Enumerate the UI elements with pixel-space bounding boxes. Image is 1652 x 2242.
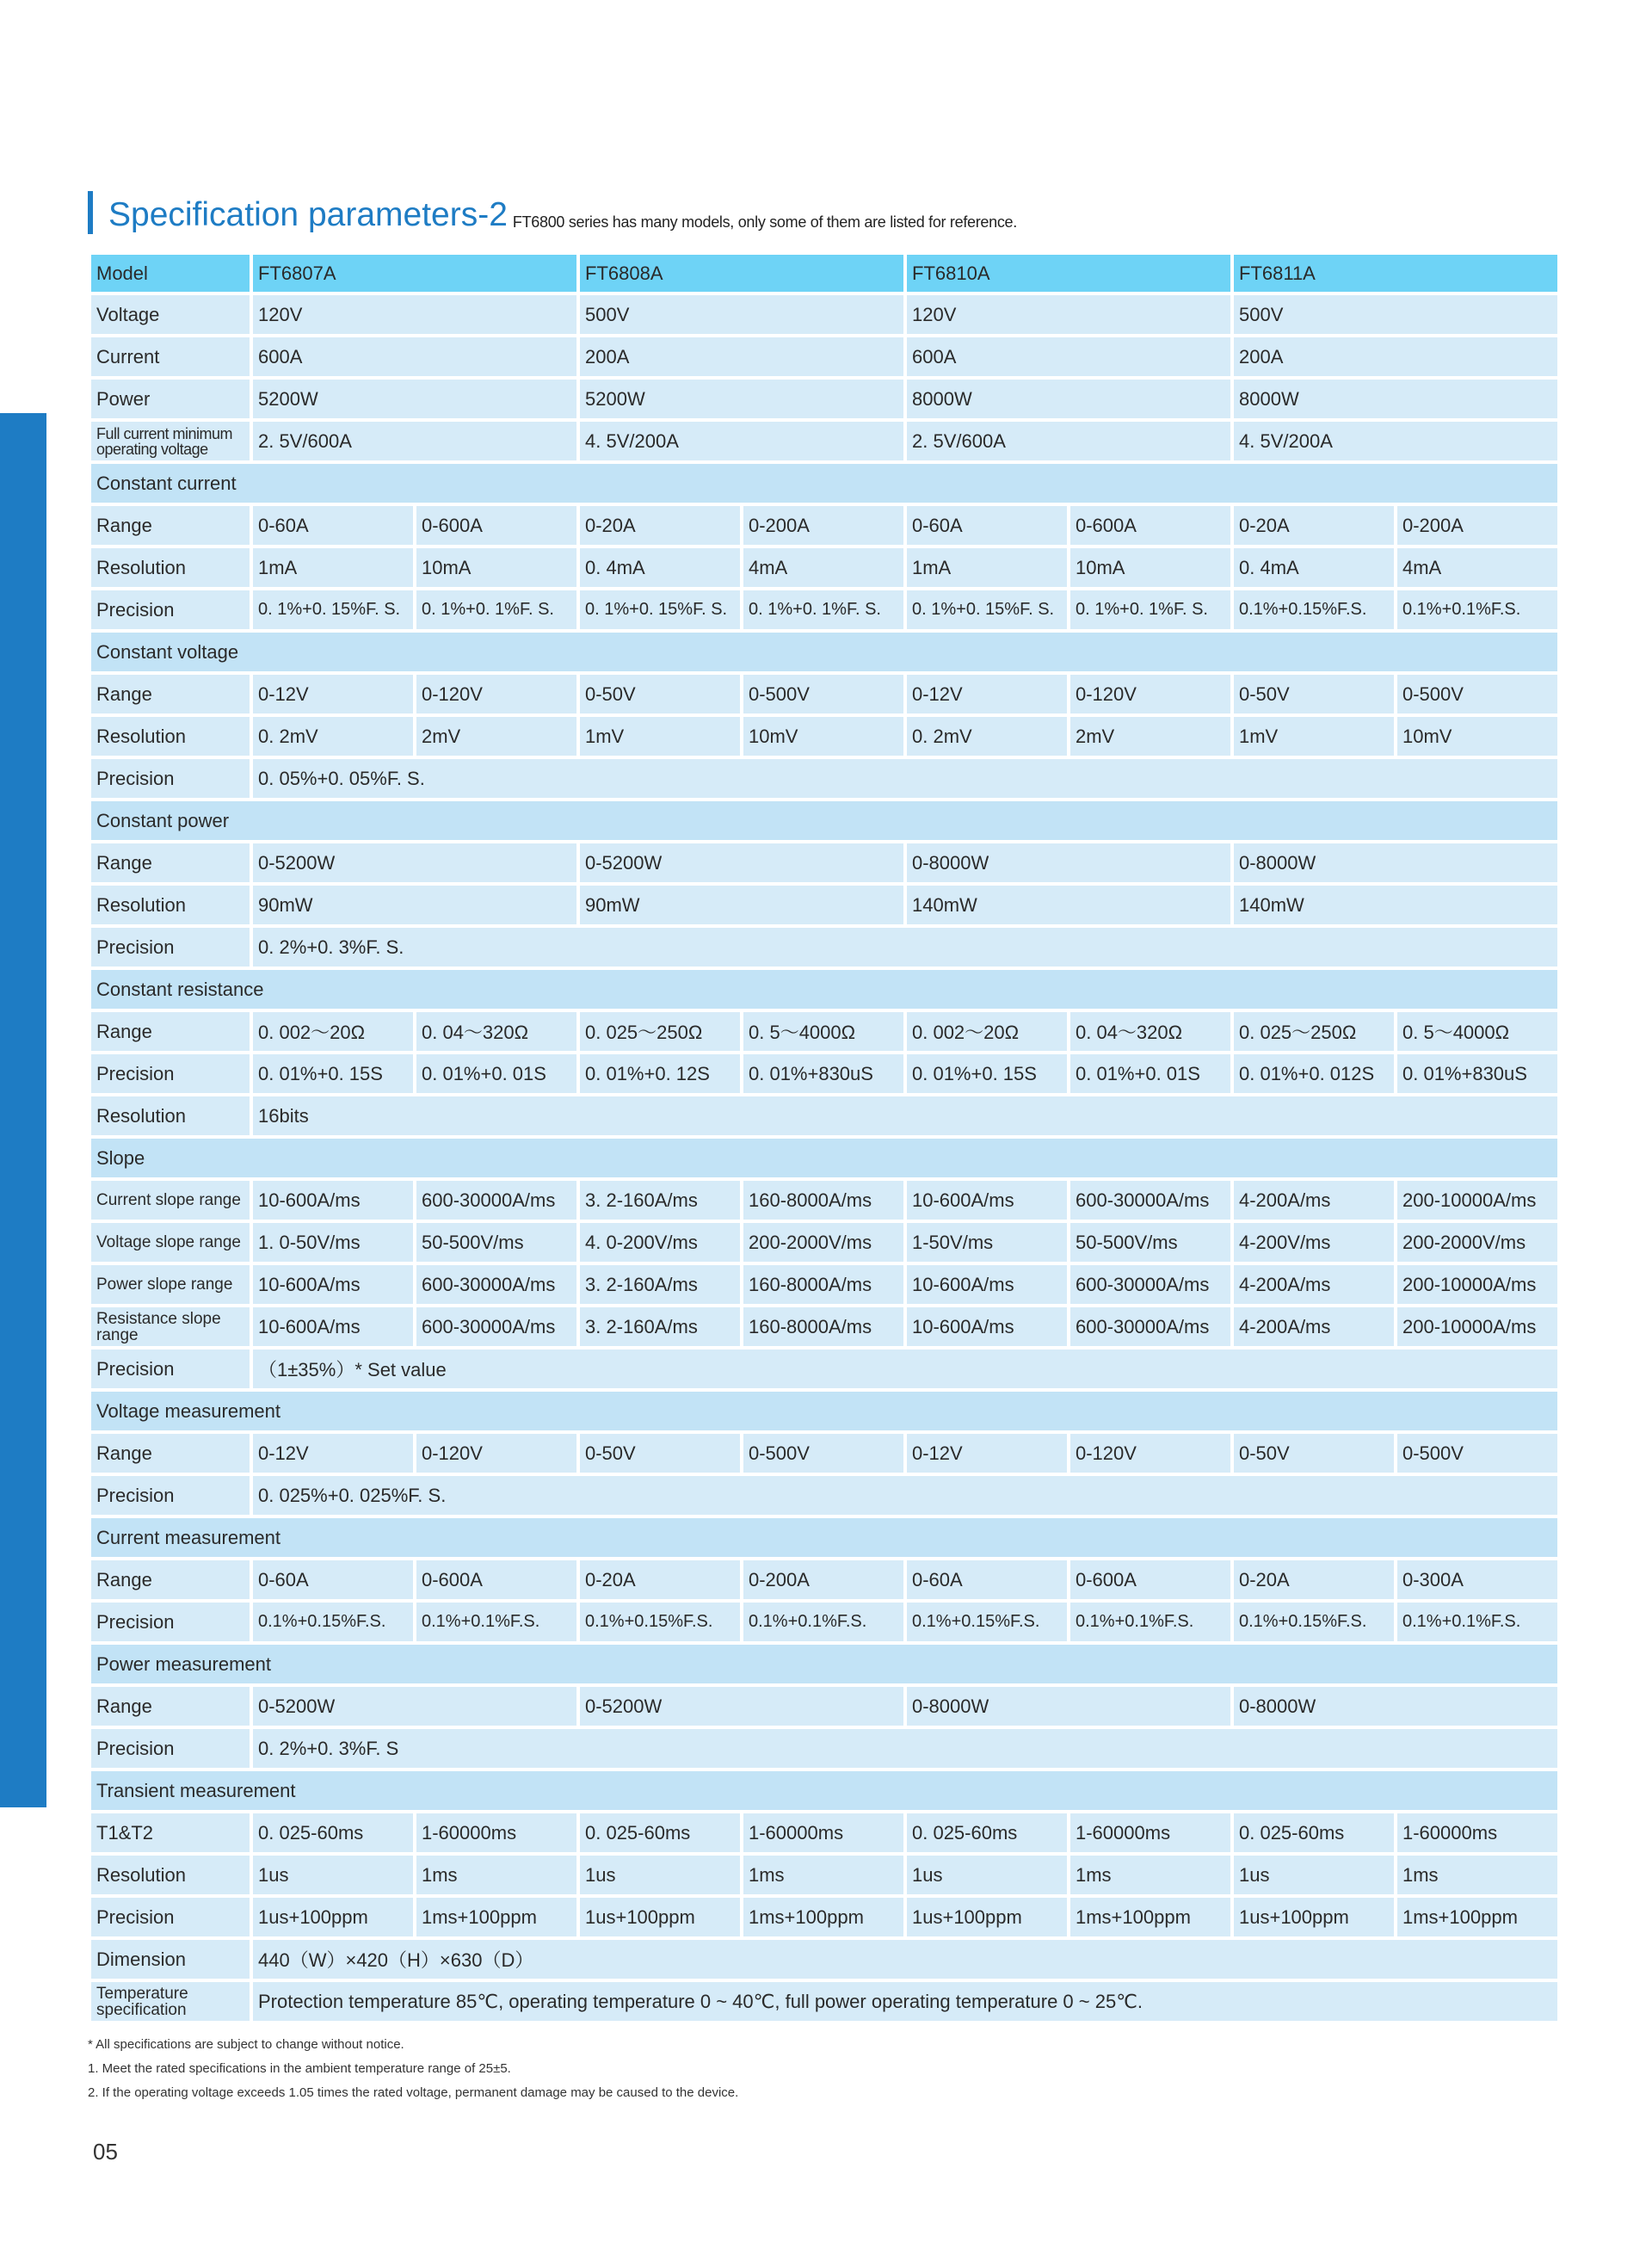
cell: 600A	[251, 336, 578, 378]
row-label: Range	[89, 1010, 251, 1053]
row-label: Resistance slope range	[89, 1306, 251, 1348]
table-row	[89, 715, 1559, 757]
cell: 500V	[578, 293, 905, 336]
cell: 4-200A/ms	[1232, 1306, 1396, 1348]
cell: 0-20A	[1232, 1559, 1396, 1601]
row-label: Precision	[89, 1348, 251, 1390]
cell: 4-200A/ms	[1232, 1263, 1396, 1306]
cell: 50-500V/ms	[415, 1221, 578, 1263]
section-title: Constant current	[89, 462, 1559, 504]
cell: 1us	[578, 1854, 742, 1896]
table-row	[89, 1010, 1559, 1053]
cell: 1mV	[578, 715, 742, 757]
cell: 0. 025%+0. 025%F. S.	[251, 1474, 1559, 1516]
row-label: Range	[89, 1432, 251, 1474]
cell: 200-2000V/ms	[742, 1221, 905, 1263]
table-row	[89, 1601, 1559, 1643]
cell: 5200W	[251, 378, 578, 420]
cell: 1us+100ppm	[251, 1896, 415, 1938]
cell: 1-60000ms	[415, 1812, 578, 1854]
cell: 0-500V	[742, 1432, 905, 1474]
row-label: Full current minimum operating voltage	[89, 420, 251, 462]
table-row	[89, 1221, 1559, 1263]
cell: 2mV	[1069, 715, 1232, 757]
cell: Protection temperature 85℃, operating temperature 0 ~ 40℃, full power operating temperature 0 ~ 25℃.	[251, 1980, 1559, 2023]
cell: 500V	[1232, 293, 1559, 336]
section-title: Voltage measurement	[89, 1390, 1559, 1432]
cell: 0-12V	[905, 673, 1069, 715]
cell: 5200W	[578, 378, 905, 420]
footnote: 2. If the operating voltage exceeds 1.05 times the rated voltage, permanent damage may be caused to the device.	[88, 2085, 739, 2100]
row-label: Precision	[89, 1474, 251, 1516]
section-title: Constant resistance	[89, 968, 1559, 1010]
cell: 0. 025～250Ω	[1232, 1010, 1396, 1053]
cell: 0. 025-60ms	[1232, 1812, 1396, 1854]
row-label: Temperature specification	[89, 1980, 251, 2023]
section-row-slope	[89, 1137, 1559, 1179]
table-row	[89, 757, 1559, 800]
page-title-row	[88, 189, 1017, 234]
cell: 0. 2mV	[251, 715, 415, 757]
cell: 600-30000A/ms	[1069, 1179, 1232, 1221]
model-label: Model	[89, 253, 251, 293]
row-label: Resolution	[89, 1095, 251, 1137]
section-title: Transient measurement	[89, 1770, 1559, 1812]
cell: 2. 5V/600A	[251, 420, 578, 462]
row-label: Resolution	[89, 547, 251, 589]
table-row	[89, 1559, 1559, 1601]
row-label: Range	[89, 673, 251, 715]
row-label: Voltage slope range	[89, 1221, 251, 1263]
table-row	[89, 336, 1559, 378]
cell: 0-20A	[578, 1559, 742, 1601]
cell: 0-5200W	[251, 1685, 578, 1727]
table-row	[89, 1053, 1559, 1095]
cell: 0.1%+0.15%F.S.	[1232, 589, 1396, 631]
title-accent-bar	[88, 191, 93, 234]
page-number: 05	[93, 2139, 118, 2165]
table-header-row	[89, 253, 1559, 293]
section-row-constant-resistance	[89, 968, 1559, 1010]
cell: 0-120V	[415, 673, 578, 715]
cell: 0. 01%+830uS	[742, 1053, 905, 1095]
cell: 1-60000ms	[1396, 1812, 1559, 1854]
cell: 10mA	[1069, 547, 1232, 589]
cell: 10-600A/ms	[251, 1263, 415, 1306]
cell: 140mW	[905, 884, 1232, 926]
cell: 16bits	[251, 1095, 1559, 1137]
row-label: Current	[89, 336, 251, 378]
cell: 120V	[905, 293, 1232, 336]
cell: 0-50V	[1232, 673, 1396, 715]
footnote: * All specifications are subject to change without notice.	[88, 2037, 404, 2052]
cell: 90mW	[578, 884, 905, 926]
cell: 10-600A/ms	[905, 1263, 1069, 1306]
cell: 0-50V	[1232, 1432, 1396, 1474]
row-label: Power slope range	[89, 1263, 251, 1306]
cell: 1ms	[1069, 1854, 1232, 1896]
cell: 200A	[578, 336, 905, 378]
cell: 0. 01%+0. 01S	[415, 1053, 578, 1095]
table-row	[89, 1306, 1559, 1348]
row-label: Precision	[89, 757, 251, 800]
cell: 1us+100ppm	[905, 1896, 1069, 1938]
cell: 0.1%+0.15%F.S.	[578, 1601, 742, 1643]
cell: 0-600A	[1069, 1559, 1232, 1601]
cell: 1us	[1232, 1854, 1396, 1896]
cell: 3. 2-160A/ms	[578, 1263, 742, 1306]
cell: 4. 5V/200A	[578, 420, 905, 462]
table-row	[89, 1474, 1559, 1516]
cell: 0.1%+0.1%F.S.	[742, 1601, 905, 1643]
table-row	[89, 378, 1559, 420]
row-label: Range	[89, 1559, 251, 1601]
cell: 1ms	[742, 1854, 905, 1896]
cell: 0-8000W	[1232, 842, 1559, 884]
cell: 0-60A	[905, 1559, 1069, 1601]
cell: 1ms+100ppm	[1069, 1896, 1232, 1938]
cell: 120V	[251, 293, 578, 336]
cell: 0. 1%+0. 15%F. S.	[905, 589, 1069, 631]
cell: 600-30000A/ms	[415, 1179, 578, 1221]
cell: 200-2000V/ms	[1396, 1221, 1559, 1263]
cell: 0. 002～20Ω	[251, 1010, 415, 1053]
row-label: Precision	[89, 1727, 251, 1770]
cell: 8000W	[1232, 378, 1559, 420]
row-label: Precision	[89, 1896, 251, 1938]
cell: 0-500V	[742, 673, 905, 715]
cell: 600-30000A/ms	[415, 1263, 578, 1306]
cell: 0. 2%+0. 3%F. S.	[251, 926, 1559, 968]
cell: 3. 2-160A/ms	[578, 1179, 742, 1221]
section-title: Current measurement	[89, 1516, 1559, 1559]
cell: 0-8000W	[1232, 1685, 1559, 1727]
cell: 1ms	[1396, 1854, 1559, 1896]
cell: 0. 025-60ms	[251, 1812, 415, 1854]
cell: 0-200A	[1396, 504, 1559, 547]
section-title: Constant power	[89, 800, 1559, 842]
cell: 0.1%+0.15%F.S.	[905, 1601, 1069, 1643]
cell: 200-10000A/ms	[1396, 1306, 1559, 1348]
cell: 1ms	[415, 1854, 578, 1896]
cell: 10-600A/ms	[251, 1179, 415, 1221]
cell: 2mV	[415, 715, 578, 757]
model-cell: FT6810A	[905, 253, 1232, 293]
cell: 0. 5～4000Ω	[742, 1010, 905, 1053]
cell: 0. 04～320Ω	[1069, 1010, 1232, 1053]
cell: 0. 01%+830uS	[1396, 1053, 1559, 1095]
cell: 0. 2mV	[905, 715, 1069, 757]
row-label: Resolution	[89, 715, 251, 757]
cell: 200-10000A/ms	[1396, 1179, 1559, 1221]
row-label: Precision	[89, 926, 251, 968]
cell: 0-20A	[578, 504, 742, 547]
cell: 1mV	[1232, 715, 1396, 757]
table-row	[89, 1938, 1559, 1980]
cell: 0-5200W	[578, 1685, 905, 1727]
cell: 1-50V/ms	[905, 1221, 1069, 1263]
cell: 4-200A/ms	[1232, 1179, 1396, 1221]
cell: 0-8000W	[905, 1685, 1232, 1727]
section-row-power-measurement	[89, 1643, 1559, 1685]
cell: 10-600A/ms	[905, 1306, 1069, 1348]
table-row	[89, 1812, 1559, 1854]
table-row	[89, 884, 1559, 926]
cell: 0-600A	[415, 1559, 578, 1601]
cell: 600-30000A/ms	[1069, 1306, 1232, 1348]
cell: 0-60A	[251, 504, 415, 547]
cell: 4. 5V/200A	[1232, 420, 1559, 462]
cell: 1mA	[251, 547, 415, 589]
cell: 10-600A/ms	[905, 1179, 1069, 1221]
cell: 0. 002～20Ω	[905, 1010, 1069, 1053]
cell: 2. 5V/600A	[905, 420, 1232, 462]
cell: 1us	[251, 1854, 415, 1896]
cell: 1. 0-50V/ms	[251, 1221, 415, 1263]
cell: 440（W）×420（H）×630（D）	[251, 1938, 1559, 1980]
cell: 0. 01%+0. 15S	[251, 1053, 415, 1095]
cell: 8000W	[905, 378, 1232, 420]
cell: 90mW	[251, 884, 578, 926]
cell: 0-50V	[578, 1432, 742, 1474]
cell: 0.1%+0.15%F.S.	[1232, 1601, 1396, 1643]
section-title: Slope	[89, 1137, 1559, 1179]
table-row	[89, 1685, 1559, 1727]
section-row-transient-measurement	[89, 1770, 1559, 1812]
table-row	[89, 420, 1559, 462]
cell: 4. 0-200V/ms	[578, 1221, 742, 1263]
cell: 0.1%+0.1%F.S.	[1396, 589, 1559, 631]
cell: 0.1%+0.1%F.S.	[415, 1601, 578, 1643]
cell: 0-60A	[251, 1559, 415, 1601]
table-row	[89, 1896, 1559, 1938]
cell: 0-300A	[1396, 1559, 1559, 1601]
cell: 140mW	[1232, 884, 1559, 926]
cell: （1±35%）* Set value	[251, 1348, 1559, 1390]
cell: 1ms+100ppm	[742, 1896, 905, 1938]
cell: 1us+100ppm	[1232, 1896, 1396, 1938]
cell: 0. 025-60ms	[578, 1812, 742, 1854]
table-row	[89, 1432, 1559, 1474]
cell: 0. 04～320Ω	[415, 1010, 578, 1053]
table-row	[89, 589, 1559, 631]
cell: 0. 01%+0. 15S	[905, 1053, 1069, 1095]
table-row	[89, 1263, 1559, 1306]
cell: 0.1%+0.1%F.S.	[1396, 1601, 1559, 1643]
cell: 0-200A	[742, 504, 905, 547]
table-row	[89, 1348, 1559, 1390]
table-row	[89, 1179, 1559, 1221]
cell: 0. 01%+0. 12S	[578, 1053, 742, 1095]
table-row	[89, 1980, 1559, 2023]
row-label: Resolution	[89, 884, 251, 926]
row-label: Range	[89, 504, 251, 547]
cell: 0.1%+0.15%F.S.	[251, 1601, 415, 1643]
table-row	[89, 1095, 1559, 1137]
cell: 10-600A/ms	[251, 1306, 415, 1348]
row-label: Precision	[89, 1601, 251, 1643]
row-label: Resolution	[89, 1854, 251, 1896]
cell: 0. 5～4000Ω	[1396, 1010, 1559, 1053]
cell: 0-500V	[1396, 673, 1559, 715]
cell: 200-10000A/ms	[1396, 1263, 1559, 1306]
table-row	[89, 547, 1559, 589]
cell: 10mV	[742, 715, 905, 757]
cell: 0-200A	[742, 1559, 905, 1601]
cell: 0. 05%+0. 05%F. S.	[251, 757, 1559, 800]
row-label: Power	[89, 378, 251, 420]
table-row	[89, 1854, 1559, 1896]
cell: 10mA	[415, 547, 578, 589]
spec-table	[88, 251, 1561, 2024]
cell: 160-8000A/ms	[742, 1263, 905, 1306]
cell: 0-12V	[251, 673, 415, 715]
cell: 200A	[1232, 336, 1559, 378]
cell: 0-500V	[1396, 1432, 1559, 1474]
cell: 600-30000A/ms	[1069, 1263, 1232, 1306]
section-title: Constant voltage	[89, 631, 1559, 673]
footnote: 1. Meet the rated specifications in the ambient temperature range of 25±5.	[88, 2061, 511, 2076]
table-row	[89, 673, 1559, 715]
cell: 3. 2-160A/ms	[578, 1306, 742, 1348]
row-label: Current slope range	[89, 1179, 251, 1221]
footnotes	[88, 2033, 738, 2105]
cell: 0-600A	[1069, 504, 1232, 547]
cell: 0. 025～250Ω	[578, 1010, 742, 1053]
cell: 0. 1%+0. 15%F. S.	[578, 589, 742, 631]
cell: 0-120V	[1069, 1432, 1232, 1474]
section-row-constant-current	[89, 462, 1559, 504]
section-row-constant-voltage	[89, 631, 1559, 673]
row-label: Dimension	[89, 1938, 251, 1980]
table-row	[89, 1727, 1559, 1770]
cell: 0. 01%+0. 01S	[1069, 1053, 1232, 1095]
cell: 1ms+100ppm	[1396, 1896, 1559, 1938]
table-row	[89, 293, 1559, 336]
cell: 4-200V/ms	[1232, 1221, 1396, 1263]
table-row	[89, 504, 1559, 547]
cell: 50-500V/ms	[1069, 1221, 1232, 1263]
cell: 1-60000ms	[742, 1812, 905, 1854]
cell: 0-8000W	[905, 842, 1232, 884]
cell: 1ms+100ppm	[415, 1896, 578, 1938]
cell: 0-5200W	[251, 842, 578, 884]
cell: 0-12V	[905, 1432, 1069, 1474]
row-label: Precision	[89, 1053, 251, 1095]
cell: 0. 4mA	[578, 547, 742, 589]
cell: 1-60000ms	[1069, 1812, 1232, 1854]
page-subtitle: FT6800 series has many models, only some of them are listed for reference.	[512, 213, 1017, 231]
cell: 0. 1%+0. 1%F. S.	[415, 589, 578, 631]
section-row-current-measurement	[89, 1516, 1559, 1559]
cell: 0. 1%+0. 1%F. S.	[1069, 589, 1232, 631]
cell: 0. 2%+0. 3%F. S	[251, 1727, 1559, 1770]
cell: 0.1%+0.1%F.S.	[1069, 1601, 1232, 1643]
model-cell: FT6808A	[578, 253, 905, 293]
cell: 0. 025-60ms	[905, 1812, 1069, 1854]
cell: 0-120V	[415, 1432, 578, 1474]
cell: 0-5200W	[578, 842, 905, 884]
cell: 0. 4mA	[1232, 547, 1396, 589]
cell: 0-60A	[905, 504, 1069, 547]
cell: 10mV	[1396, 715, 1559, 757]
row-label: Precision	[89, 589, 251, 631]
cell: 0-12V	[251, 1432, 415, 1474]
row-label: T1&T2	[89, 1812, 251, 1854]
cell: 0. 01%+0. 012S	[1232, 1053, 1396, 1095]
section-row-voltage-measurement	[89, 1390, 1559, 1432]
model-cell: FT6807A	[251, 253, 578, 293]
row-label: Voltage	[89, 293, 251, 336]
cell: 0-120V	[1069, 673, 1232, 715]
cell: 0-600A	[415, 504, 578, 547]
cell: 600A	[905, 336, 1232, 378]
cell: 1mA	[905, 547, 1069, 589]
section-title: Power measurement	[89, 1643, 1559, 1685]
row-label: Range	[89, 1685, 251, 1727]
cell: 0. 1%+0. 1%F. S.	[742, 589, 905, 631]
cell: 0. 1%+0. 15%F. S.	[251, 589, 415, 631]
page-title: Specification parameters-2	[108, 196, 508, 233]
cell: 4mA	[742, 547, 905, 589]
section-row-constant-power	[89, 800, 1559, 842]
cell: 1us+100ppm	[578, 1896, 742, 1938]
table-row	[89, 842, 1559, 884]
model-cell: FT6811A	[1232, 253, 1559, 293]
table-row	[89, 926, 1559, 968]
cell: 600-30000A/ms	[415, 1306, 578, 1348]
cell: 160-8000A/ms	[742, 1179, 905, 1221]
cell: 1us	[905, 1854, 1069, 1896]
cell: 4mA	[1396, 547, 1559, 589]
cell: 160-8000A/ms	[742, 1306, 905, 1348]
cell: 0-20A	[1232, 504, 1396, 547]
row-label: Range	[89, 842, 251, 884]
side-accent-bar	[0, 413, 46, 1807]
cell: 0-50V	[578, 673, 742, 715]
